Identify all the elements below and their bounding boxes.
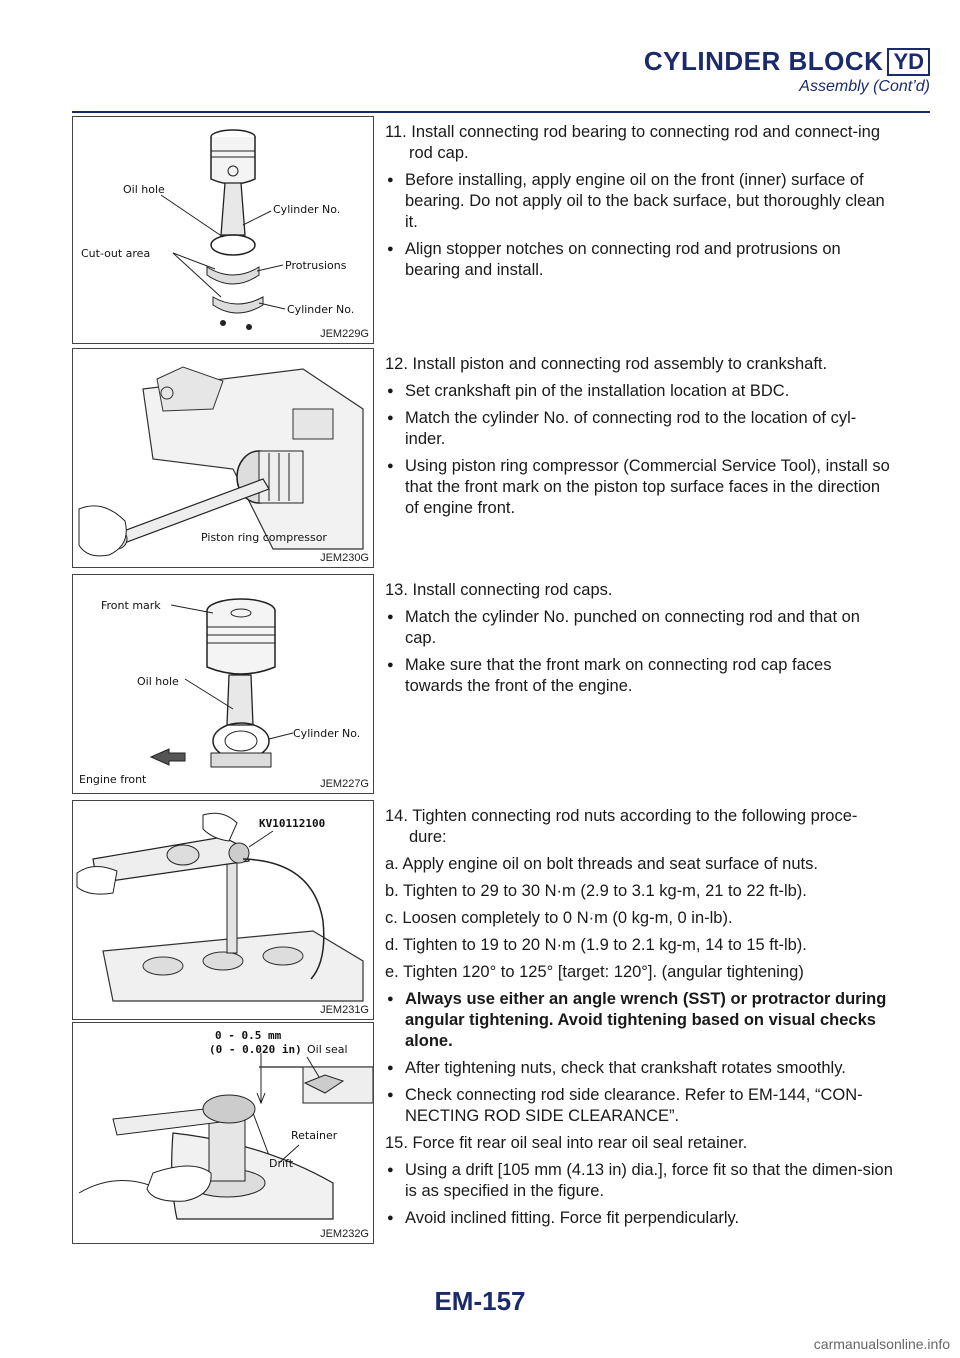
step-12-block — [385, 354, 893, 525]
label-cylinder-no-2: Cylinder No. — [287, 303, 355, 316]
step-14-warning-text: Always use either an angle wrench (SST) or protractor during angular tightening. Avoid tightening based on visual checks alone. — [405, 990, 887, 1050]
figure-caption: JEM230G — [320, 552, 369, 564]
label-oil-hole: Oil hole — [123, 183, 165, 196]
label-protrusions: Protrusions — [285, 259, 347, 272]
figure-caption: JEM227G — [320, 778, 369, 790]
step-13-bullet-2: ● Make sure that the front mark on connecting rod cap faces towards the front of the engine. — [385, 655, 893, 697]
step-14-e: e. Tighten 120° to 125° [target: 120°]. (angular tightening) — [385, 963, 804, 981]
label-cylinder-no: Cylinder No. — [293, 727, 361, 740]
step-12-bullet-2: ● Match the cylinder No. of connecting rod to the location of cyl-inder. — [385, 408, 893, 450]
step-13-bullet-1: ● Match the cylinder No. punched on connecting rod and that on cap. — [385, 607, 893, 649]
step-15-bullet-2: ● Avoid inclined fitting. Force fit perpendicularly. — [385, 1208, 893, 1229]
piston-install-illustration — [73, 349, 373, 567]
step-14-a: a. Apply engine oil on bolt threads and seat surface of nuts. — [385, 855, 818, 873]
figure-jem231g — [72, 800, 374, 1020]
figure-jem227g — [72, 574, 374, 794]
label-dimension-mm: 0 - 0.5 mm — [215, 1029, 282, 1042]
piston-rod-bearing-illustration — [73, 117, 373, 343]
step-11: 11. Install connecting rod bearing to connecting rod and connect-ing rod cap. — [385, 123, 881, 162]
step-13: 13. Install connecting rod caps. — [385, 581, 613, 599]
figure-caption: JEM231G — [320, 1004, 369, 1016]
figure-caption: JEM229G — [320, 328, 369, 340]
section-title: CYLINDER BLOCK — [643, 46, 884, 76]
label-retainer: Retainer — [291, 1129, 338, 1142]
step-12-bullet-3: ● Using piston ring compressor (Commercial Service Tool), install so that the front mark on the piston top surface faces in the direction of engine front. — [385, 456, 893, 519]
step-14-b: b. Tighten to 29 to 30 N·m (2.9 to 3.1 kg-m, 21 to 22 ft-lb). — [385, 882, 807, 900]
step-13-block — [385, 580, 893, 703]
piston-front-mark-illustration — [73, 575, 373, 793]
engine-code-badge: YD — [887, 48, 930, 76]
step-15: 15. Force fit rear oil seal into rear oil seal retainer. — [385, 1134, 748, 1152]
step-14-bullet-2: ● After tightening nuts, check that crankshaft rotates smoothly. — [385, 1058, 893, 1079]
step-15-bullet-1: ● Using a drift [105 mm (4.13 in) dia.], force fit so that the dimen-sion is as specified in the figure. — [385, 1160, 893, 1202]
label-front-mark: Front mark — [101, 599, 161, 612]
label-cut-out-area: Cut-out area — [81, 247, 151, 260]
label-cylinder-no: Cylinder No. — [273, 203, 341, 216]
step-14-block — [385, 806, 893, 1235]
step-14: 14. Tighten connecting rod nuts according to the following proce-dure: — [385, 807, 858, 846]
label-kv10112100: KV10112100 — [259, 817, 326, 830]
label-engine-front: Engine front — [79, 773, 147, 786]
step-12: 12. Install piston and connecting rod assembly to crankshaft. — [385, 355, 828, 373]
page-number: EM-157 — [434, 1286, 526, 1316]
step-12-bullet-1: ● Set crankshaft pin of the installation location at BDC. — [385, 381, 893, 402]
figure-jem229g — [72, 116, 374, 344]
label-oil-hole: Oil hole — [137, 675, 179, 688]
step-11-bullet-2: ● Align stopper notches on connecting rod and protrusions on bearing and install. — [385, 239, 893, 281]
step-14-d: d. Tighten to 19 to 20 N·m (1.9 to 2.1 kg-m, 14 to 15 ft-lb). — [385, 936, 807, 954]
section-subtitle: Assembly (Cont’d) — [799, 78, 930, 95]
label-dimension-in: (0 - 0.020 in) — [209, 1043, 302, 1056]
label-oil-seal: Oil seal — [307, 1043, 348, 1056]
figure-jem232g — [72, 1022, 374, 1244]
watermark: carmanualsonline.info — [813, 1336, 950, 1352]
angle-wrench-illustration — [73, 801, 373, 1019]
rear-oil-seal-illustration — [73, 1023, 373, 1243]
label-piston-ring-compressor: Piston ring compressor — [201, 531, 327, 544]
page-header — [644, 46, 930, 96]
figure-caption: JEM232G — [320, 1228, 369, 1240]
step-11-bullet-1: ● Before installing, apply engine oil on the front (inner) surface of bearing. Do not apply oil to the back surface, but thoroughly clean it. — [385, 170, 893, 233]
step-14-bullet-3: ● Check connecting rod side clearance. Refer to EM-144, “CON-NECTING ROD SIDE CLEARANCE”. — [385, 1085, 893, 1127]
step-14-warning — [385, 989, 893, 1052]
header-divider — [72, 111, 930, 113]
label-drift: Drift — [269, 1157, 294, 1170]
step-14-c: c. Loosen completely to 0 N·m (0 kg-m, 0 in-lb). — [385, 909, 733, 927]
step-11-block — [385, 122, 893, 287]
figure-jem230g — [72, 348, 374, 568]
